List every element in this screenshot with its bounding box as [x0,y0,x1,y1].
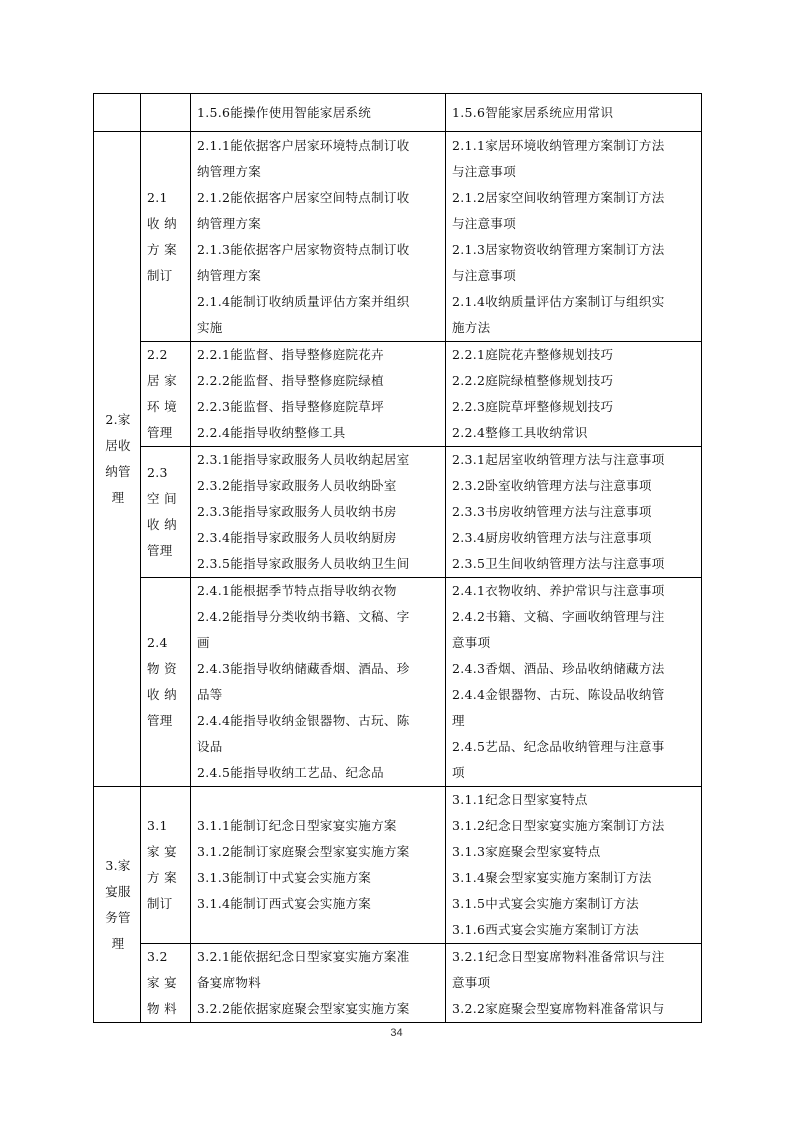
skill-line: 1.5.6能操作使用智能家居系统 [197,104,372,120]
skill-line: 2.2.1能监督、指导整修庭院花卉 [197,347,384,362]
unit-line: 务管 [105,909,131,925]
unit-line: 居收 [105,438,131,453]
unit-line: 2.家 [105,412,131,427]
skill-line: 2.1.1能依据客户居家环境特点制订收 [197,137,410,153]
skill-line: 品等 [197,687,223,702]
section-cell [141,342,191,447]
knowledge-line: 2.4.5艺品、纪念品收纳管理与注意事 [452,739,665,754]
knowledge-cell [446,578,702,787]
skill-cell [191,94,446,132]
table-row [94,132,702,342]
skill-line: 3.1.2能制订家庭聚会型家宴实施方案 [197,844,410,859]
skill-line: 2.3.1能指导家政服务人员收纳起居室 [197,452,410,467]
section-line: 空 间 [147,491,177,506]
skill-line: 备宴席物料 [197,975,262,990]
skill-line: 2.4.5能指导收纳工艺品、纪念品 [197,765,384,780]
section-line: 管理 [147,425,173,440]
knowledge-line: 3.1.2纪念日型家宴实施方案制订方法 [452,818,665,833]
skill-line: 2.3.4能指导家政服务人员收纳厨房 [197,530,397,545]
section-line: 物 料 [147,1001,177,1016]
knowledge-line: 2.4.4金银器物、古玩、陈设品收纳管 [452,687,665,702]
knowledge-line: 与注意事项 [452,215,517,231]
knowledge-line: 与注意事项 [452,267,517,283]
section-line: 3.2 [147,949,168,964]
knowledge-line: 与注意事项 [452,163,517,179]
knowledge-line: 2.1.4收纳质量评估方案制订与组织实 [452,293,665,309]
unit-line: 3.家 [105,857,131,873]
unit-cell [94,132,141,787]
unit-cell [94,787,141,1023]
section-line: 收 纳 [147,687,177,702]
knowledge-cell [446,787,702,944]
section-line: 收 纳 [147,517,177,532]
knowledge-cell [446,132,702,342]
knowledge-line: 2.1.2居家空间收纳管理方案制订方法 [452,189,665,205]
knowledge-line: 3.1.4聚会型家宴实施方案制订方法 [452,870,652,885]
skill-line: 实施 [197,319,223,335]
skill-line: 2.1.4能制订收纳质量评估方案并组织 [197,293,410,309]
section-line: 管理 [147,543,173,558]
skill-line: 2.3.2能指导家政服务人员收纳卧室 [197,478,397,493]
knowledge-cell [446,447,702,578]
table-row [94,787,702,944]
unit-line: 宴服 [105,883,131,899]
section-line: 收 纳 [147,215,177,231]
skill-line: 纳管理方案 [197,163,262,179]
skill-line: 2.4.1能根据季节特点指导收纳衣物 [197,583,397,598]
section-line: 家 宴 [147,975,177,990]
knowledge-line: 意事项 [452,635,491,650]
skill-line: 2.3.3能指导家政服务人员收纳书房 [197,504,397,519]
unit-line: 纳管 [105,464,131,479]
skill-line: 2.2.4能指导收纳整修工具 [197,425,346,440]
skill-line: 3.2.2能依据家庭聚会型家宴实施方案 [197,1001,410,1016]
skill-line: 3.1.3能制订中式宴会实施方案 [197,870,372,885]
section-line: 2.4 [147,635,168,650]
skill-line: 2.4.4能指导收纳金银器物、古玩、陈 [197,713,410,728]
skill-line: 设品 [197,739,223,754]
page-number: 34 [390,1027,403,1039]
section-line: 2.3 [147,465,168,480]
skill-line: 2.4.2能指导分类收纳书籍、文稿、字 [197,609,410,624]
knowledge-line: 2.3.5卫生间收纳管理方法与注意事项 [452,556,665,571]
knowledge-line: 2.3.4厨房收纳管理方法与注意事项 [452,530,652,545]
unit-line: 理 [111,935,125,951]
table-row [94,94,702,132]
section-cell [141,578,191,787]
skill-line: 2.2.3能监督、指导整修庭院草坪 [197,399,384,414]
knowledge-cell [446,94,702,132]
knowledge-line: 3.1.3家庭聚会型家宴特点 [452,844,601,859]
skill-line: 纳管理方案 [197,215,262,231]
section-line: 2.1 [147,189,168,205]
skill-line: 3.1.4能制订西式宴会实施方案 [197,896,372,911]
section-cell [141,447,191,578]
section-cell [141,944,191,1023]
table-row [94,342,702,447]
table-row [94,447,702,578]
skill-line: 2.3.5能指导家政服务人员收纳卫生间 [197,556,410,571]
skill-cell [191,944,446,1023]
skill-line: 2.1.2能依据客户居家空间特点制订收 [197,189,410,205]
knowledge-line: 2.3.2卧室收纳管理方法与注意事项 [452,478,652,493]
table-row [94,578,702,787]
section-cell [141,787,191,944]
knowledge-line: 1.5.6智能家居系统应用常识 [452,104,614,120]
knowledge-line: 3.1.5中式宴会实施方案制订方法 [452,896,639,911]
section-cell [141,94,191,132]
table-row [94,944,702,1023]
knowledge-line: 意事项 [452,975,491,990]
skill-cell [191,578,446,787]
knowledge-line: 3.2.1纪念日型宴席物料准备常识与注 [452,949,665,964]
skill-line: 纳管理方案 [197,267,262,283]
knowledge-line: 2.1.1家居环境收纳管理方案制订方法 [452,137,665,153]
knowledge-line: 3.1.1纪念日型家宴特点 [452,792,588,807]
knowledge-line: 2.2.2庭院绿植整修规划技巧 [452,373,614,388]
section-line: 3.1 [147,818,168,833]
unit-cell [94,94,141,132]
knowledge-line: 3.2.2家庭聚会型宴席物料准备常识与 [452,1001,665,1016]
knowledge-line: 2.2.3庭院草坪整修规划技巧 [452,399,614,414]
knowledge-line: 理 [452,713,465,728]
knowledge-line: 2.1.3居家物资收纳管理方案制订方法 [452,241,665,257]
knowledge-line: 2.3.3书房收纳管理方法与注意事项 [452,504,652,519]
unit-line: 理 [111,490,125,505]
knowledge-line: 2.3.1起居室收纳管理方法与注意事项 [452,452,665,467]
knowledge-cell [446,944,702,1023]
skill-cell [191,342,446,447]
skill-cell [191,132,446,342]
section-cell [141,132,191,342]
skill-line: 2.4.3能指导收纳储藏香烟、酒品、珍 [197,661,410,676]
knowledge-line: 施方法 [452,319,491,335]
knowledge-line: 2.4.1衣物收纳、养护常识与注意事项 [452,583,665,598]
section-line: 管理 [147,713,173,728]
skill-line: 3.2.1能依据纪念日型家宴实施方案准 [197,949,410,964]
section-line: 2.2 [147,347,168,362]
section-line: 方 案 [147,870,177,885]
competency-table [93,93,702,1023]
section-line: 居 家 [147,373,177,388]
section-line: 制订 [147,896,173,911]
knowledge-line: 2.4.2书籍、文稿、字画收纳管理与注 [452,609,665,624]
skill-line: 2.2.2能监督、指导整修庭院绿植 [197,373,384,388]
skill-line: 2.1.3能依据客户居家物资特点制订收 [197,241,410,257]
section-line: 家 宴 [147,844,177,859]
knowledge-line: 项 [452,765,465,780]
knowledge-line: 2.2.4整修工具收纳常识 [452,425,588,440]
skill-line: 3.1.1能制订纪念日型家宴实施方案 [197,818,397,833]
skill-cell [191,447,446,578]
section-line: 物 资 [147,661,177,676]
knowledge-line: 3.1.6西式宴会实施方案制订方法 [452,922,639,937]
knowledge-cell [446,342,702,447]
section-line: 方 案 [147,241,177,257]
section-line: 制订 [147,267,173,283]
knowledge-line: 2.4.3香烟、酒品、珍品收纳储藏方法 [452,661,665,676]
skill-line: 画 [197,635,210,650]
knowledge-line: 2.2.1庭院花卉整修规划技巧 [452,347,614,362]
skill-cell [191,787,446,944]
section-line: 环 境 [147,399,177,414]
